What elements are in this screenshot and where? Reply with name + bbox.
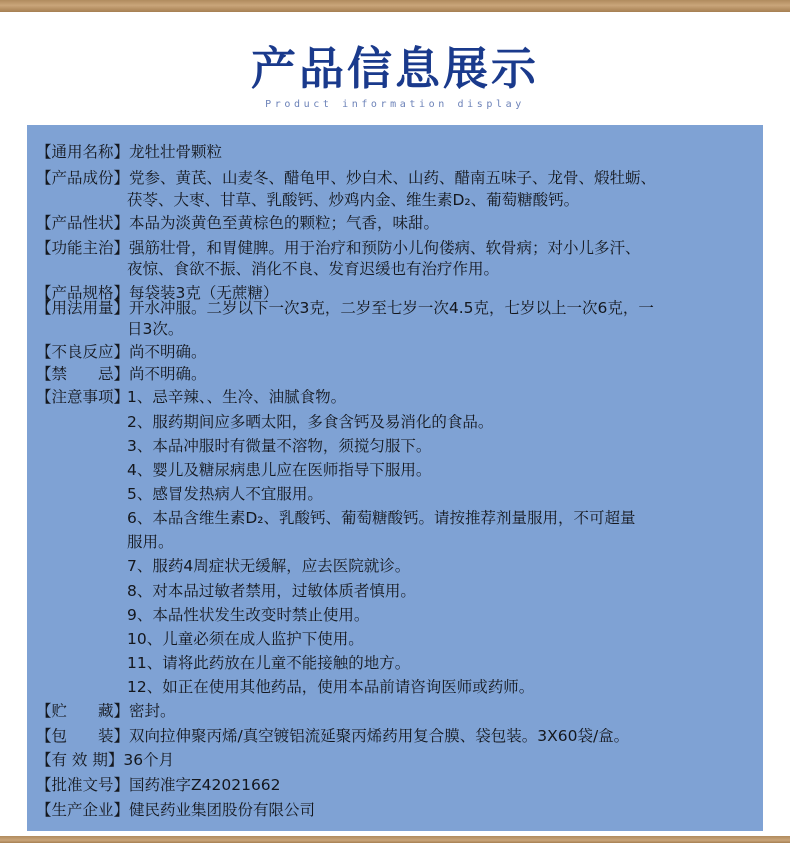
field-tag: 【注意事项】	[36, 388, 130, 406]
field-tag: 【贮 藏】	[36, 702, 130, 720]
field-value: 本品为淡黄色至黄棕色的颗粒；气香，味甜。	[129, 214, 440, 232]
field-generic-name	[36, 141, 756, 164]
field-value: 36个月	[123, 751, 175, 769]
field-tag: 【禁 忌】	[36, 365, 130, 383]
field-tag: 【产品成份】	[36, 169, 130, 187]
field-properties	[36, 212, 756, 235]
field-tag: 【批准文号】	[36, 776, 130, 794]
precaution-item: 3、本品冲服时有微量不溶物，须搅匀服下。	[127, 437, 432, 455]
page-subtitle: Product information display	[265, 99, 525, 110]
field-ingredients	[36, 167, 756, 190]
field-validity	[36, 749, 756, 772]
precaution-item: 2、服药期间应多晒太阳，多食含钙及易消化的食品。	[127, 413, 494, 431]
field-adverse-reactions	[36, 341, 756, 364]
field-approval-number	[36, 774, 756, 797]
precaution-item: 1、忌辛辣、、生冷、油腻食物。	[127, 388, 347, 406]
field-value: 健民药业集团股份有限公司	[129, 801, 316, 819]
field-ingredients-continued	[36, 189, 790, 212]
field-value-line1: 强筋壮骨，和胃健脾。用于治疗和预防小儿佝偻病、软骨病；对小儿多汗、	[129, 239, 641, 257]
field-value: 龙牡壮骨颗粒	[129, 143, 223, 161]
field-value-line1: 党参、黄芪、山麦冬、醋龟甲、炒白术、山药、醋南五味子、龙骨、煅牡蛎、	[129, 169, 657, 187]
precaution-item: 11、请将此药放在儿童不能接触的地方。	[127, 654, 411, 672]
field-dosage-continued	[36, 318, 790, 341]
field-value-line2: 夜惊、食欲不振、消化不良、发育迟缓也有治疗作用。	[127, 260, 500, 278]
field-value: 国药准字Z42021662	[129, 776, 281, 794]
field-value-line1: 开水冲服。二岁以下一次3克，二岁至七岁一次4.5克，七岁以上一次6克，一	[129, 299, 654, 317]
field-value: 尚不明确。	[129, 365, 207, 383]
precaution-item: 9、本品性状发生改变时禁止使用。	[127, 606, 370, 624]
field-tag: 【功能主治】	[36, 239, 130, 257]
precaution-item-continued: 服用。	[127, 533, 174, 551]
field-value-line2: 日3次。	[127, 320, 184, 338]
wood-frame-top	[0, 0, 790, 12]
field-tag: 【包 装】	[36, 727, 130, 745]
precaution-item: 5、感冒发热病人不宜服用。	[127, 485, 323, 503]
field-manufacturer	[36, 799, 756, 822]
field-value-line2: 茯苓、大枣、甘草、乳酸钙、炒鸡内金、维生素D₂、葡萄糖酸钙。	[127, 191, 580, 209]
precaution-item: 4、婴儿及糖尿病患儿应在医师指导下服用。	[127, 461, 432, 479]
field-indications	[36, 237, 756, 260]
field-tag: 【产品规格】	[36, 284, 130, 302]
page-title: 产品信息展示	[250, 42, 539, 95]
field-tag: 【生产企业】	[36, 801, 130, 819]
precaution-item: 8、对本品过敏者禁用，过敏体质者慎用。	[127, 582, 416, 600]
field-dosage	[36, 297, 756, 320]
field-tag: 【通用名称】	[36, 143, 130, 161]
field-storage	[36, 700, 756, 723]
precaution-item: 7、服药4周症状无缓解，应去医院就诊。	[127, 557, 411, 575]
precaution-item: 6、本品含维生素D₂、乳酸钙、葡萄糖酸钙。请按推荐剂量服用，不可超量	[127, 509, 636, 527]
precaution-item: 10、儿童必须在成人监护下使用。	[127, 630, 364, 648]
field-value: 每袋装3克（无蔗糖）	[129, 284, 279, 302]
field-tag: 【不良反应】	[36, 343, 130, 361]
wood-frame-bottom	[0, 836, 790, 843]
field-value: 尚不明确。	[129, 343, 207, 361]
field-contraindications	[36, 363, 756, 386]
field-tag: 【有 效 期】	[36, 751, 124, 769]
field-tag: 【产品性状】	[36, 214, 130, 232]
field-tag: 【用法用量】	[36, 299, 130, 317]
precaution-item: 12、如正在使用其他药品，使用本品前请咨询医师或药师。	[127, 678, 535, 696]
field-indications-continued	[36, 258, 790, 281]
field-value: 双向拉伸聚丙烯/真空镀铝流延聚丙烯药用复合膜、袋包装。3X60袋/盒。	[129, 727, 630, 745]
field-value: 密封。	[129, 702, 176, 720]
field-packaging	[36, 725, 756, 748]
